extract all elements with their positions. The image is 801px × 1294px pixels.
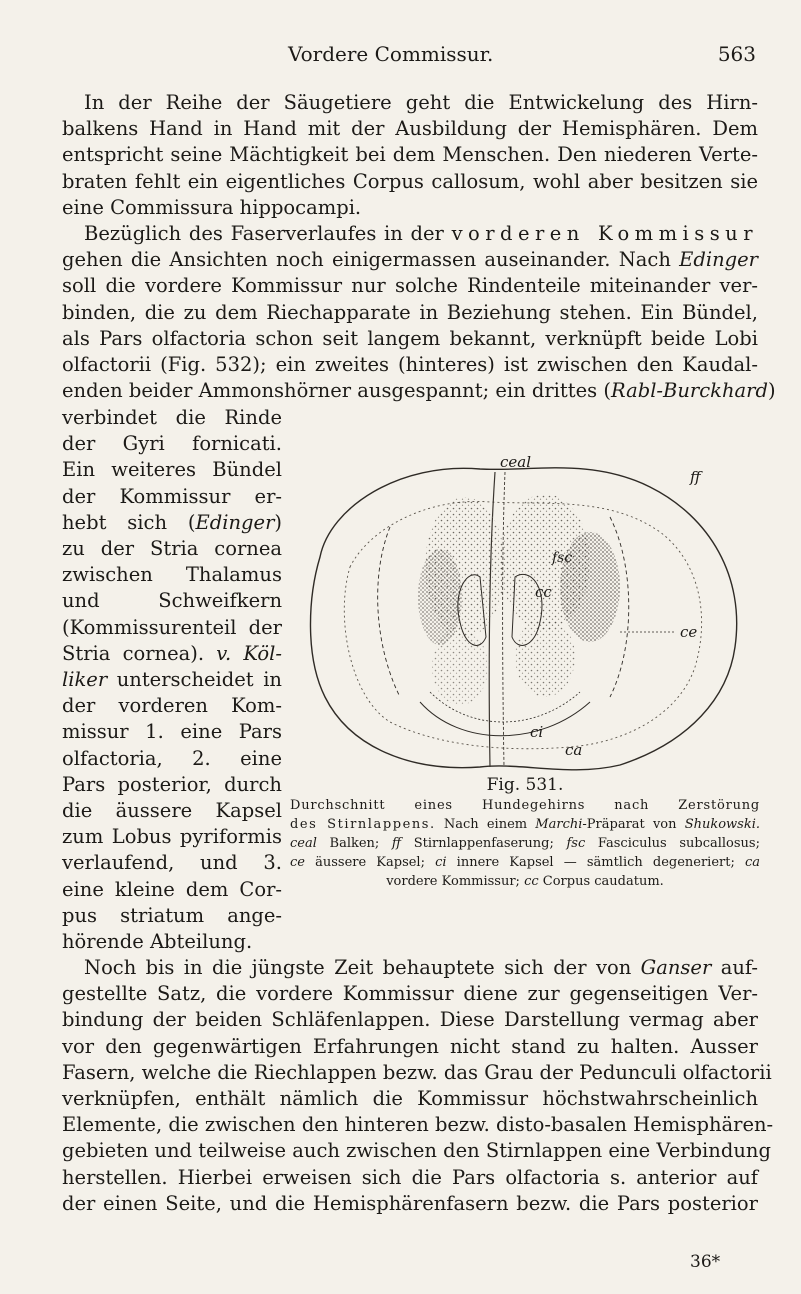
label-ceal: ceal xyxy=(500,453,532,471)
wrapped-column xyxy=(62,405,282,955)
running-title: Vordere Commissur. xyxy=(288,42,494,66)
caption-line: ceal Balken; ff Stirnlappenfaserung; fsc Fasciculus subcallosus; xyxy=(290,836,760,851)
brain-section-illustration xyxy=(290,447,760,777)
text-line: der Gyri fornicati. xyxy=(62,432,282,456)
text-line: vor den gegenwärtigen Erfahrungen nicht stand zu halten. Ausser xyxy=(62,1034,758,1058)
text-line: gebieten und teilweise auch zwischen den Stirnlappen eine Verbindung xyxy=(62,1139,771,1163)
label-ci: ci xyxy=(530,723,544,741)
text-line: Bezüglich des Faserverlaufes in der vorderen Kommissur xyxy=(84,222,758,245)
text-line: Pars posterior, durch xyxy=(62,772,282,796)
text-line: binden, die zu dem Riechapparate in Beziehung stehen. Ein Bündel, xyxy=(62,300,758,324)
running-header xyxy=(288,42,756,72)
text-line: Noch bis in die jüngste Zeit behauptete sich der von Ganser auf- xyxy=(84,956,758,979)
text-line: enden beider Ammonshörner ausgespannt; ein drittes (Rabl-Burckhard) xyxy=(62,379,776,403)
paragraph-3 xyxy=(62,955,774,1217)
text-line: zu der Stria cornea xyxy=(62,537,282,561)
figure-number: Fig. 531. xyxy=(486,775,564,795)
text-line: gehen die Ansichten noch einigermassen auseinander. Nach Edinger xyxy=(62,248,758,272)
text-line: der einen Seite, und die Hemisphärenfasern bezw. die Pars posterior xyxy=(62,1191,758,1215)
figure-caption xyxy=(290,776,760,891)
text-line: hebt sich (Edinger) xyxy=(62,510,282,534)
label-ff: ff xyxy=(690,468,701,486)
text-line: braten fehlt ein eigentliches Corpus callosum, wohl aber besitzen sie xyxy=(62,169,758,193)
text-line: eine kleine dem Cor- xyxy=(62,877,282,901)
text-line: (Kommissurenteil der xyxy=(62,615,282,639)
text-line: liker unterscheidet in xyxy=(62,668,282,692)
text-line: olfactorii (Fig. 532); ein zweites (hinteres) ist zwischen den Kaudal- xyxy=(62,353,758,377)
text-line: pus striatum ange- xyxy=(62,903,282,927)
label-fsc: fsc xyxy=(552,550,573,566)
paragraph-1 xyxy=(62,90,758,221)
text-line: und Schweifkern xyxy=(62,589,282,613)
text-line: eine Commissura hippocampi. xyxy=(62,195,362,219)
signature-mark: 36* xyxy=(690,1252,721,1272)
text-line: verlaufend, und 3. xyxy=(62,851,282,875)
text-line: bindung der beiden Schläfenlappen. Diese Darstellung vermag aber xyxy=(62,1008,758,1032)
page-number: 563 xyxy=(717,42,756,66)
text-line: herstellen. Hierbei erweisen sich die Pars olfactoria s. anterior auf xyxy=(62,1165,758,1189)
text-line: missur 1. eine Pars xyxy=(62,720,282,744)
text-line: gestellte Satz, die vordere Kommissur diene zur gegenseitigen Ver- xyxy=(62,982,758,1006)
text-line: soll die vordere Kommissur nur solche Rindenteile miteinander ver- xyxy=(62,274,758,298)
text-line: hörende Abteilung. xyxy=(62,930,253,954)
caption-line: ce äussere Kapsel; ci innere Kapsel — sämtlich degeneriert; ca xyxy=(290,855,761,870)
text-line: Ein weiteres Bündel xyxy=(62,458,282,482)
text-line: verknüpfen, enthält nämlich die Kommissur höchstwahrscheinlich xyxy=(62,1087,758,1111)
text-line: als Pars olfactoria schon seit langem bekannt, verknüpft beide Lobi xyxy=(62,326,758,350)
text-line: Elemente, die zwischen den hinteren bezw. disto-basalen Hemisphären- xyxy=(62,1113,774,1137)
caption-line: vordere Kommissur; cc Corpus caudatum. xyxy=(386,874,664,889)
text-line: verbindet die Rinde xyxy=(62,406,282,429)
text-line: entspricht seine Mächtigkeit bei dem Menschen. Den niederen Verte- xyxy=(62,143,758,167)
text-line: In der Reihe der Säugetiere geht die Entwickelung des Hirn- xyxy=(84,91,758,114)
text-line: balkens Hand in Hand mit der Ausbildung der Hemisphären. Dem xyxy=(62,117,758,141)
paragraph-2 xyxy=(62,221,776,404)
label-ca: ca xyxy=(565,741,583,759)
label-cc: cc xyxy=(535,583,552,601)
label-ce: ce xyxy=(680,623,698,641)
text-line: die äussere Kapsel xyxy=(62,799,282,823)
text-line: olfactoria, 2. eine xyxy=(62,746,282,770)
caption-line: des Stirnlappens. Nach einem Marchi-Präparat von Shukowski. xyxy=(290,817,761,832)
text-line: zwischen Thalamus xyxy=(62,563,282,587)
text-line: zum Lobus pyriformis xyxy=(62,825,282,849)
caption-line: Durchschnitt eines Hundegehirns nach Zerstörung xyxy=(290,798,760,813)
text-line: der Kommissur er- xyxy=(62,484,282,508)
text-line: Fasern, welche die Riechlappen bezw. das Grau der Pedunculi olfactorii xyxy=(62,1060,772,1084)
text-line: Stria cornea). v. Köl- xyxy=(62,641,282,665)
text-line: der vorderen Kom- xyxy=(62,694,282,718)
